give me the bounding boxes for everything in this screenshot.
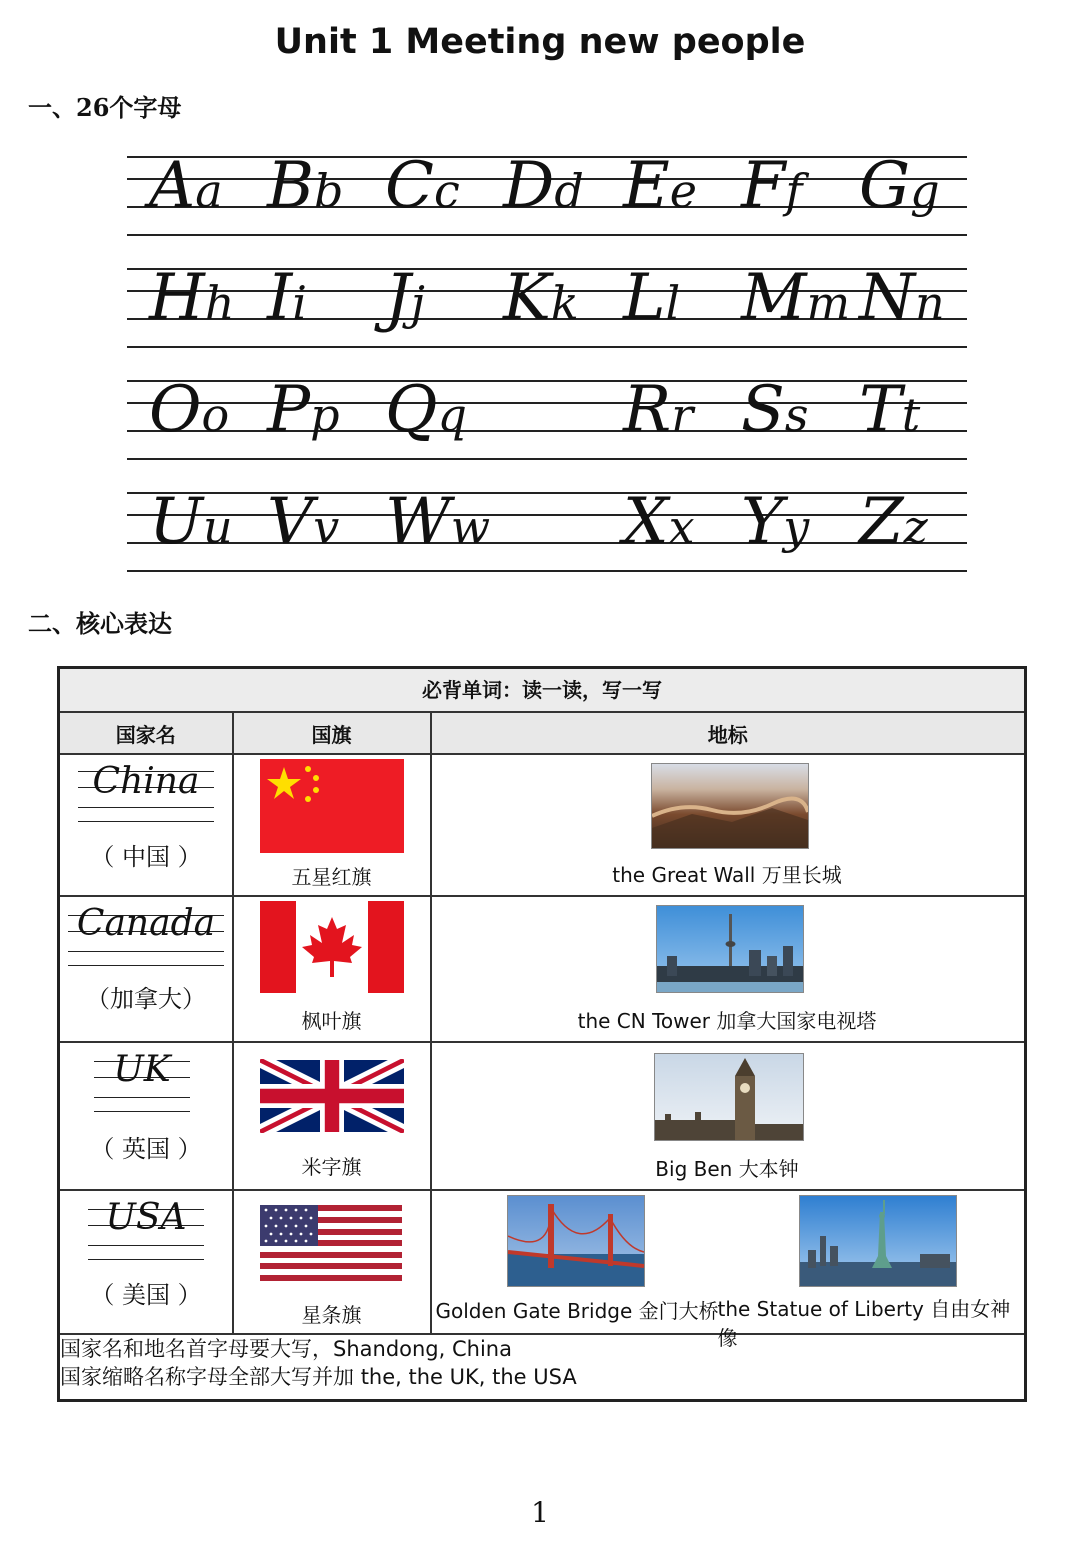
header-landmark: 地标 [431,712,1026,754]
country-name: UK [113,1049,171,1090]
landmark-cell [431,1190,1026,1350]
country-name: USA [105,1197,187,1238]
flag-label: 五星红旗 [291,865,372,889]
letter-pair: Oo [149,373,230,447]
letter-pair: Bb [267,149,344,223]
landmark-cell [431,896,1026,1042]
letter-pair: Dd [503,149,584,223]
letter-pair: Ww [385,485,491,559]
header-country: 国家名 [59,712,233,754]
letter-pair: Vv [267,485,340,559]
page-number: 1 [531,1496,549,1529]
landmark-label: the Great Wall 万里长城 [612,863,842,887]
vocabulary-table [57,666,1027,1402]
flag-cell [233,896,431,1042]
alphabet-row-1 [127,149,967,236]
big-ben-image [654,1053,804,1141]
alphabet-row-4 [127,485,967,572]
alphabet-row-2 [127,261,967,348]
letter-pair: Zz [859,485,928,559]
letter-pair: Xx [623,485,695,559]
cn-tower-image [656,905,804,993]
flag-cell [233,1042,431,1190]
letter-pair: Tt [859,373,921,447]
table-note: 国家名和地名首字母要大写，Shandong, China 国家缩略名称字母全部大写并加 the, the UK, the USA [59,1334,1026,1401]
flag-label: 星条旗 [301,1303,362,1327]
landmark-label: the Statue of Liberty 自由女神像 [717,1297,1011,1350]
table-row-uk [59,1042,1026,1190]
letter-pair: Hh [149,261,235,335]
country-name: China [92,761,200,802]
flag-label: 米字旗 [301,1155,362,1179]
landmark-label: Golden Gate Bridge 金门大桥 [435,1299,719,1323]
country-cell [59,1042,233,1190]
letter-pair: Qq [385,373,467,447]
uk-flag-icon [260,1059,404,1133]
letter-pair: Nn [859,261,945,335]
table-row-usa [59,1190,1026,1334]
flag-cell [233,1190,431,1334]
great-wall-image [651,763,809,849]
letter-pair: Aa [149,149,223,223]
letter-pair: Jj [385,261,425,335]
letter-pair: Gg [859,149,940,223]
country-cell [59,754,233,896]
section-heading-core: 二、核心表达 [28,609,172,638]
country-name-cn: （ 中国 ） [90,843,202,871]
country-cell [59,896,233,1042]
letter-pair: Ff [741,149,803,223]
section-heading-alphabet: 一、26个字母 [28,93,182,122]
landmark-label: the CN Tower 加拿大国家电视塔 [577,1009,877,1033]
letter-pair: Uu [149,485,233,559]
landmark-cell [431,754,1026,896]
letter-pair: Ss [741,373,809,447]
usa-flag-icon [260,1205,402,1281]
country-name: Canada [76,903,216,944]
china-flag-icon [260,759,404,853]
letter-pair: Rr [623,373,694,447]
letter-pair: Pp [267,373,340,447]
landmark-cell [431,1042,1026,1190]
golden-gate-bridge-image [507,1195,645,1287]
flag-label: 枫叶旗 [301,1009,362,1033]
country-name-cn: （加拿大） [86,985,206,1013]
country-cell [59,1190,233,1334]
country-name-cn: （ 英国 ） [90,1135,202,1163]
page-title: Unit 1 Meeting new people [274,22,806,62]
table-row-canada [59,896,1026,1042]
table-row-china [59,754,1026,896]
letter-pair: Ll [623,261,681,335]
letter-pair: Ee [623,149,697,223]
table-caption: 必背单词：读一读，写一写 [59,668,1026,713]
country-name-cn: （ 美国 ） [90,1281,202,1309]
statue-of-liberty-image [799,1195,957,1287]
canada-flag-icon [260,901,404,993]
letter-pair: Ii [267,261,307,335]
letter-pair: Yy [741,485,810,559]
letter-pair: Cc [385,149,460,223]
header-flag: 国旗 [233,712,431,754]
flag-cell [233,754,431,896]
alphabet-row-3 [127,373,967,460]
landmark-label: Big Ben 大本钟 [655,1157,799,1181]
letter-pair: Mm [741,261,851,335]
letter-pair: Kk [503,261,579,335]
